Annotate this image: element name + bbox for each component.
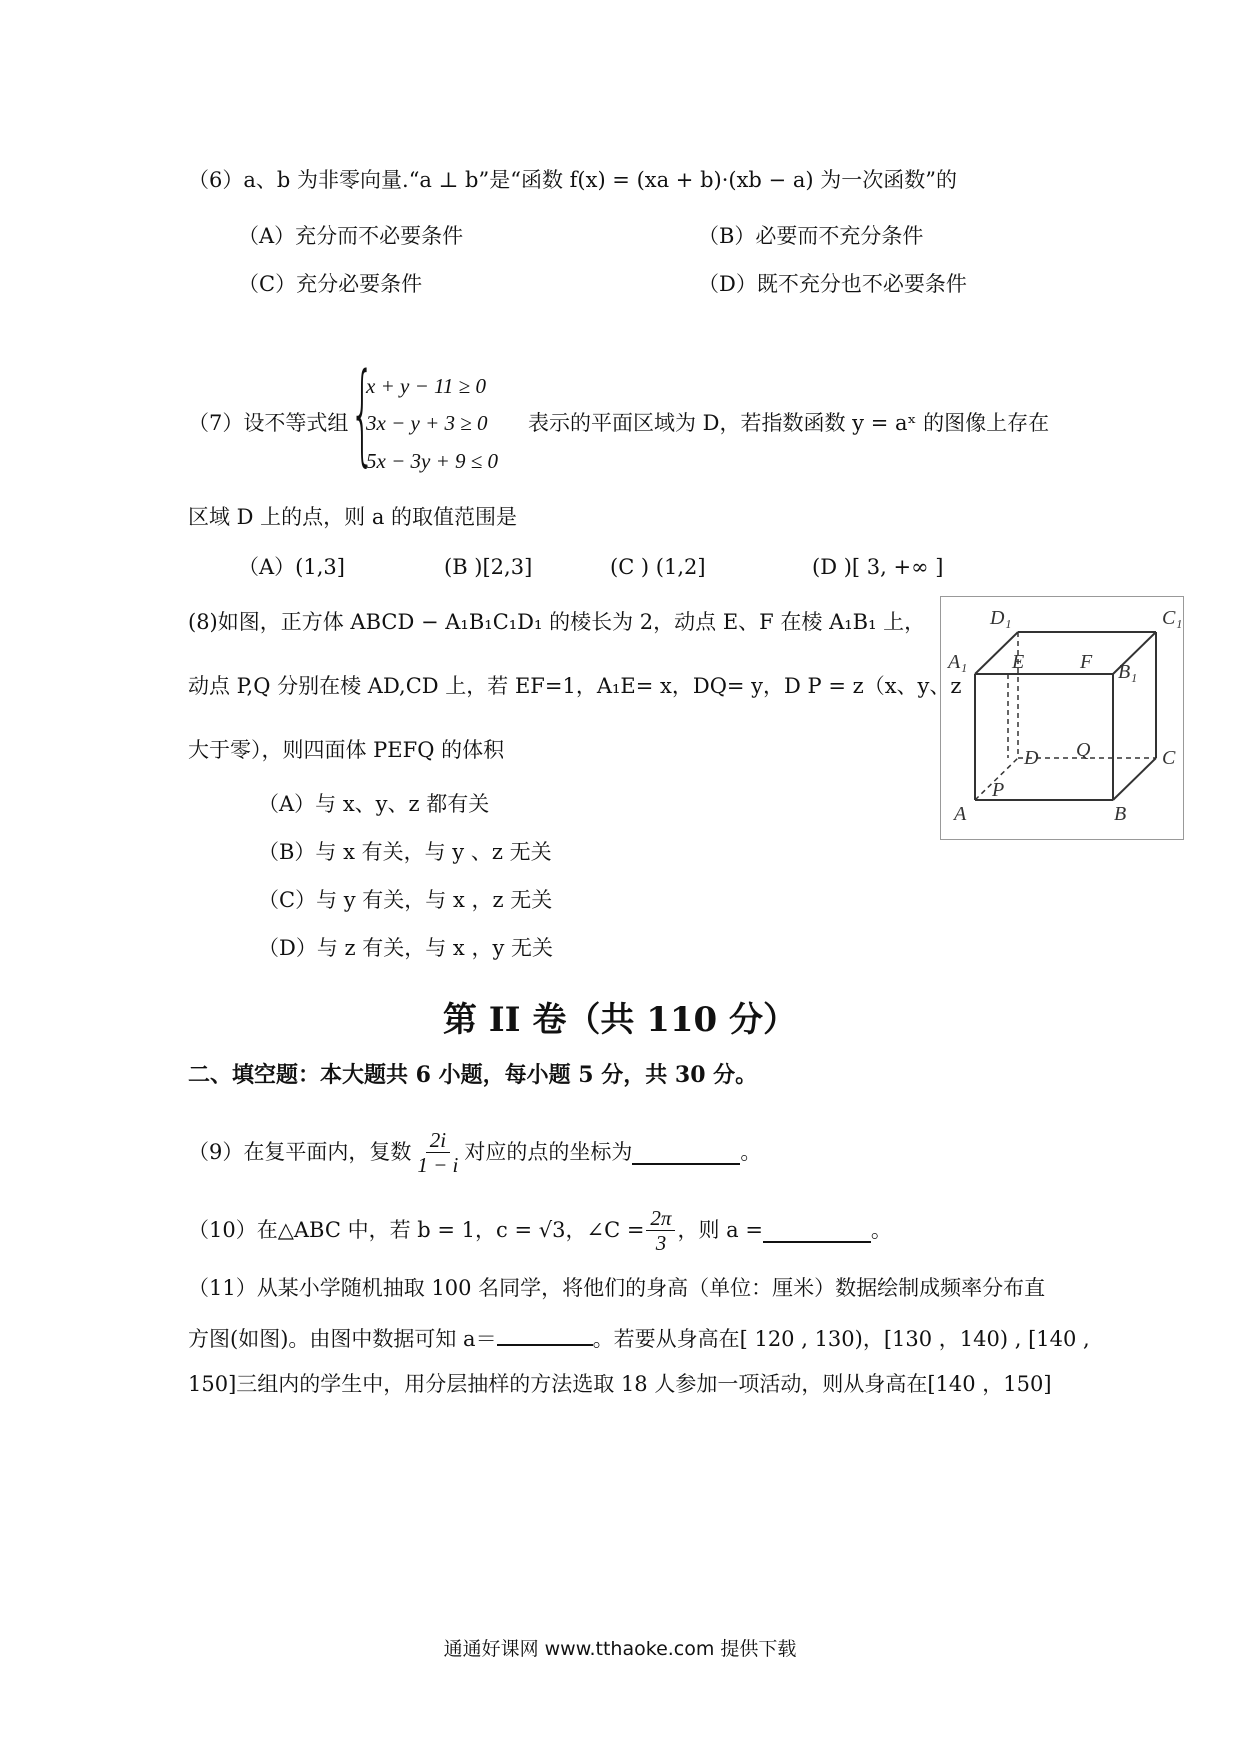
label-d1: D₁ (990, 607, 1012, 629)
q11-line1: （11）从某小学随机抽取 100 名同学，将他们的身高（单位：厘米）数据绘制成频率分布直 (188, 1276, 1046, 1300)
q8-option-d: （D）与 z 有关，与 x ，y 无关 (258, 936, 553, 960)
q8-option-b: （B）与 x 有关，与 y 、z 无关 (258, 840, 552, 864)
q7-option-d: (D )[ 3, +∞ ] (812, 555, 944, 579)
q6-option-b: （B）必要而不充分条件 (698, 224, 924, 248)
q9-end: 。 (740, 1140, 762, 1165)
q7-line2: 区域 D 上的点，则 a 的取值范围是 (188, 505, 518, 529)
q6-text: a、b 为非零向量.“a ⊥ b”是“函数 f(x) = (xa + b)·(xb − a) 为一次函数”的 (243, 168, 957, 192)
q11-answer-blank[interactable] (497, 1324, 593, 1346)
label-b: B (1114, 803, 1127, 825)
q10-answer-blank[interactable] (763, 1219, 871, 1243)
q9-fraction (413, 1128, 462, 1177)
q9-lead: （9）在复平面内，复数 (188, 1140, 412, 1165)
q9-frac-den: 1 − i (417, 1153, 459, 1178)
q7-option-a: （A）(1,3] (238, 555, 345, 579)
label-q: Q (1076, 739, 1091, 761)
q9-line (188, 1128, 761, 1177)
footer-source: 通通好课网 www.tthaoke.com 提供下载 (443, 1638, 797, 1660)
q10-frac-num: 2π (646, 1206, 675, 1231)
label-e: E (1012, 651, 1025, 673)
q10-line (188, 1206, 892, 1255)
label-a1: A₁ (948, 651, 968, 673)
q8-line2: 动点 P,Q 分别在棱 AD,CD 上，若 EF=1，A₁E= x，DQ= y，D P = z（x、y、z (188, 674, 962, 698)
q10-frac-den: 3 (655, 1231, 667, 1256)
q7-inequality-1: x + y − 11 ≥ 0 (366, 374, 486, 398)
q10-lead: （10）在△ABC 中，若 b = 1，c = √3，∠C = (188, 1218, 645, 1243)
section-fill-in-title: 二、填空题：本大题共 6 小题，每小题 5 分，共 30 分。 (188, 1062, 758, 1088)
q6-number: （6） (188, 168, 244, 192)
q7-inequality-2: 3x − y + 3 ≥ 0 (366, 411, 488, 435)
q9-answer-blank[interactable] (632, 1141, 740, 1165)
label-d: D (1024, 747, 1039, 769)
q6-option-d: （D）既不充分也不必要条件 (698, 272, 967, 296)
q11-line2-lead: 方图(如图)。由图中数据可知 a＝ (188, 1327, 497, 1351)
q10-fraction (646, 1206, 675, 1255)
q11-line2 (188, 1324, 1090, 1352)
label-a: A (954, 803, 967, 825)
q6-stem (188, 168, 957, 193)
q7-left-brace: { (350, 349, 375, 477)
part2-heading: 第 II 卷（共 110 分） (442, 1000, 798, 1040)
q9-trail: 对应的点的坐标为 (464, 1140, 633, 1165)
q7-option-b: (B )[2,3] (444, 555, 533, 579)
label-c: C (1162, 747, 1176, 769)
q6-option-a: （A）充分而不必要条件 (238, 224, 464, 248)
q10-trail: ，则 a = (677, 1218, 763, 1243)
q8-line1: (8)如图，正方体 ABCD − A₁B₁C₁D₁ 的棱长为 2，动点 E、F 在棱 A₁B₁ 上， (188, 610, 926, 634)
q9-frac-num: 2i (426, 1128, 450, 1153)
label-b1: B₁ (1118, 661, 1138, 683)
q10-end: 。 (870, 1218, 892, 1243)
q11-line2-trail: 。若要从身高在[ 120 , 130)，[130 ，140) , [140 , (592, 1327, 1090, 1351)
label-f: F (1080, 651, 1093, 673)
q7-lead: （7）设不等式组 (188, 411, 349, 435)
cube-figure (940, 596, 1184, 840)
label-p: P (992, 779, 1005, 801)
edge-bc (1113, 758, 1156, 800)
q11-line3: 150]三组内的学生中，用分层抽样的方法选取 18 人参加一项活动，则从身高在[140 ，150] (188, 1372, 1052, 1396)
q6-option-c: （C）充分必要条件 (238, 272, 423, 296)
q7-option-c: (C ) (1,2] (610, 555, 706, 579)
q8-line3: 大于零），则四面体 PEFQ 的体积 (188, 738, 505, 762)
label-c1: C₁ (1162, 607, 1183, 629)
q7-trail: 表示的平面区域为 D，若指数函数 y = aˣ 的图像上存在 (528, 411, 1050, 435)
q8-option-c: （C）与 y 有关，与 x ，z 无关 (258, 888, 553, 912)
q7-inequality-3: 5x − 3y + 9 ≤ 0 (366, 449, 499, 473)
q8-option-a: （A）与 x、y、z 都有关 (258, 792, 490, 816)
